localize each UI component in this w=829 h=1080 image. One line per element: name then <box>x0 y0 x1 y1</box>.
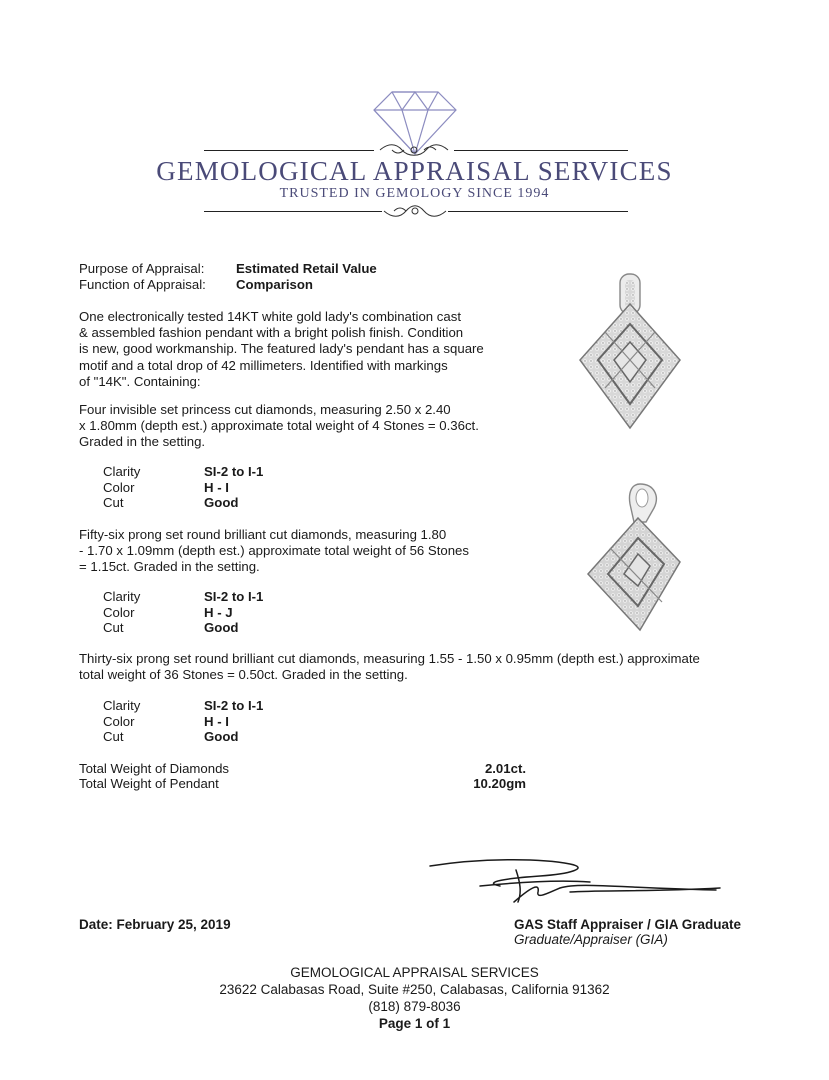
purpose-value: Estimated Retail Value <box>236 261 377 276</box>
grade-value: Good <box>204 729 239 745</box>
stone-line: Four invisible set princess cut diamonds, measuring 2.50 x 2.40 <box>79 402 451 417</box>
stone-line: Fifty-six prong set round brilliant cut diamonds, measuring 1.80 <box>79 527 447 542</box>
function-label: Function of Appraisal: <box>79 277 206 292</box>
grade-label: Cut <box>103 729 124 745</box>
stone-group-2-grades <box>103 589 263 636</box>
stone-line: - 1.70 x 1.09mm (depth est.) approximate total weight of 56 Stones <box>79 543 469 559</box>
appraiser-signature <box>420 852 730 908</box>
description-line: One electronically tested 14KT white gold lady's combination cast <box>79 309 461 324</box>
company-tagline: TRUSTED IN GEMOLOGY SINCE 1994 <box>279 186 550 201</box>
pendant-photo-front <box>570 268 690 436</box>
stone-group-3-description <box>79 651 779 683</box>
stone-line: x 1.80mm (depth est.) approximate total weight of 4 Stones = 0.36ct. <box>79 418 479 434</box>
footer-phone: (818) 879-8036 <box>368 999 461 1014</box>
purpose-label: Purpose of Appraisal: <box>79 261 205 276</box>
flourish-ornament-icon <box>382 202 448 220</box>
description-line: & assembled fashion pendant with a bright polish finish. Condition <box>79 325 464 341</box>
description-line: of "14K". Containing: <box>79 373 201 389</box>
grade-label: Clarity <box>103 464 141 480</box>
footer-address: 23622 Calabasas Road, Suite #250, Calabasas, California 91362 <box>219 982 610 997</box>
grade-label: Clarity <box>103 589 141 605</box>
stone-line: = 1.15ct. Graded in the setting. <box>79 559 260 575</box>
total-diamonds-label: Total Weight of Diamonds <box>79 761 230 776</box>
total-pendant-value: 10.20gm <box>473 776 526 791</box>
grade-value: Good <box>204 495 239 511</box>
stone-line: Graded in the setting. <box>79 434 206 450</box>
footer <box>0 964 829 1032</box>
page-number: Page 1 of 1 <box>378 1016 451 1031</box>
description-line: motif and a total drop of 42 millimeters. Identified with markings <box>79 357 448 373</box>
grade-row <box>103 464 263 480</box>
appraisal-date: Date: February 25, 2019 <box>79 917 231 932</box>
stone-group-1-description <box>79 402 519 451</box>
stone-group-3-grades <box>103 698 263 745</box>
grade-value: H - I <box>204 479 229 495</box>
stone-group-1-grades <box>103 464 263 511</box>
grade-label: Clarity <box>103 698 141 714</box>
header-top-rule <box>204 150 374 151</box>
grade-row <box>103 495 263 511</box>
total-pendant-label: Total Weight of Pendant <box>79 776 219 791</box>
grade-row <box>103 620 263 636</box>
grade-row <box>103 589 263 605</box>
grade-label: Cut <box>103 620 124 636</box>
item-description <box>79 309 519 390</box>
header-bottom-rule <box>204 211 382 212</box>
header-bottom-rule-right <box>448 211 628 212</box>
grade-row <box>103 714 263 730</box>
grade-value: H - J <box>204 604 233 620</box>
footer-company: GEMOLOGICAL APPRAISAL SERVICES <box>290 965 539 980</box>
grade-row <box>103 698 263 714</box>
pendant-photo-angle <box>580 478 686 636</box>
header-top-rule-right <box>454 150 628 151</box>
grade-value: SI-2 to I-1 <box>204 589 264 605</box>
grade-label: Color <box>103 713 135 729</box>
stone-group-2-description <box>79 527 519 576</box>
description-line: is new, good workmanship. The featured lady's pendant has a square <box>79 341 484 357</box>
function-value: Comparison <box>236 277 313 292</box>
appraiser-subtitle: Graduate/Appraiser (GIA) <box>514 932 668 947</box>
grade-label: Color <box>103 604 135 620</box>
grade-value: H - I <box>204 713 229 729</box>
appraiser-title: GAS Staff Appraiser / GIA Graduate <box>514 917 742 932</box>
grade-label: Color <box>103 479 135 495</box>
company-name: GEMOLOGICAL APPRAISAL SERVICES <box>156 156 673 186</box>
grade-row <box>103 729 263 745</box>
grade-value: Good <box>204 620 239 636</box>
grade-label: Cut <box>103 495 124 511</box>
grade-value: SI-2 to I-1 <box>204 464 264 480</box>
grade-row <box>103 605 263 621</box>
stone-line: total weight of 36 Stones = 0.50ct. Graded in the setting. <box>79 667 408 683</box>
total-diamonds-value: 2.01ct. <box>484 761 526 776</box>
grade-value: SI-2 to I-1 <box>204 698 264 714</box>
grade-row <box>103 480 263 496</box>
stone-line: Thirty-six prong set round brilliant cut diamonds, measuring 1.55 - 1.50 x 0.95mm (depth est.) approximate <box>79 651 700 666</box>
